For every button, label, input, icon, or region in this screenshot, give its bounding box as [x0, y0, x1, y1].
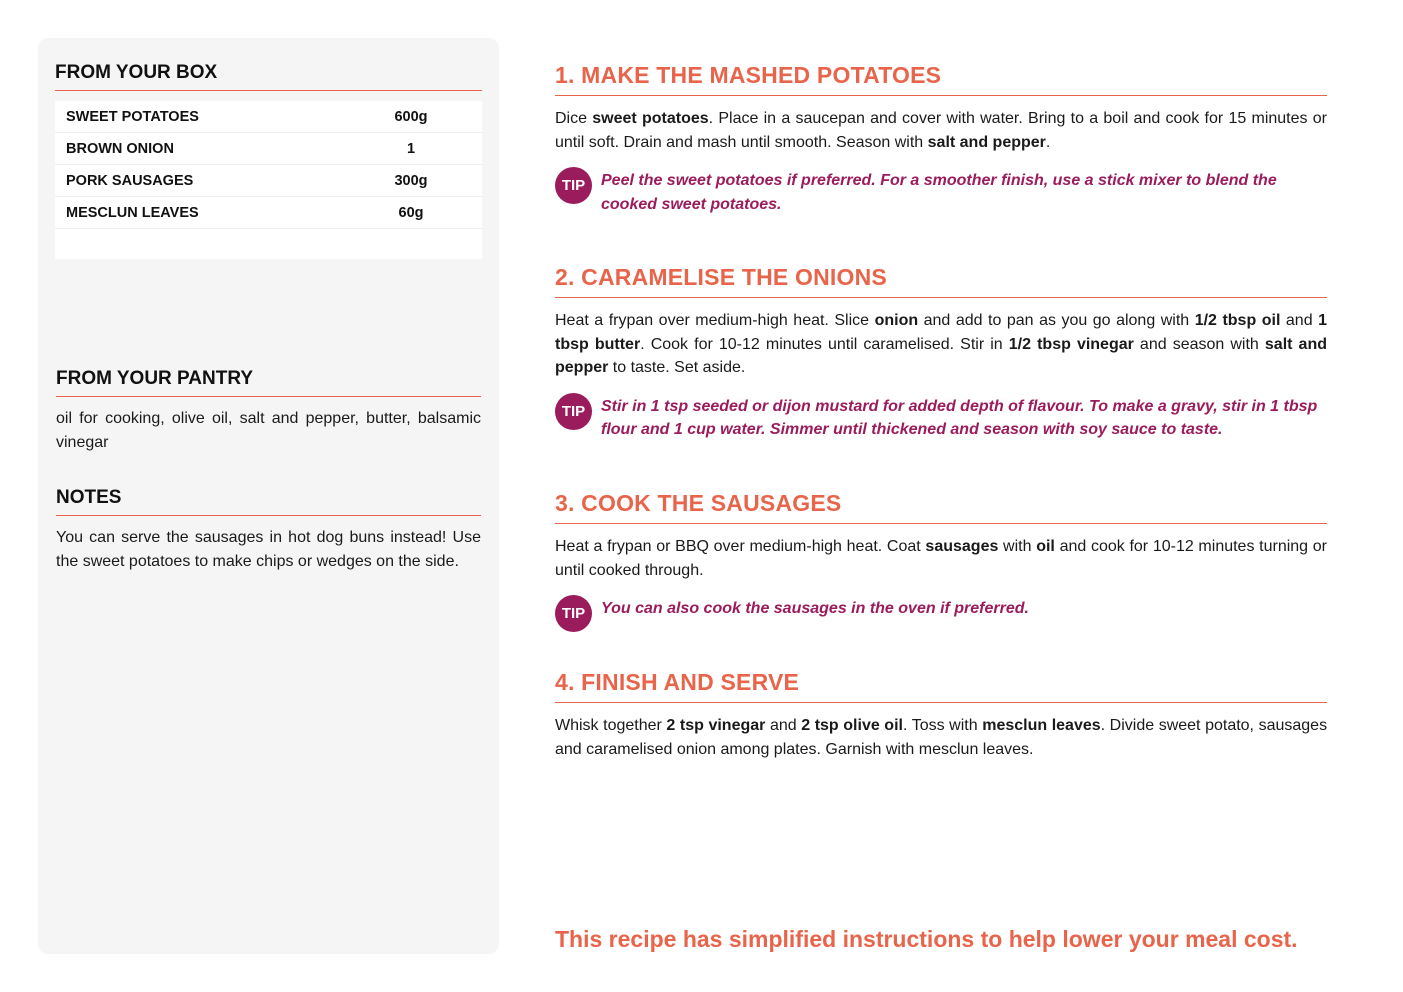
footer-note: This recipe has simplified instructions to help lower your meal cost. — [555, 926, 1298, 952]
ingredient-name: SWEET POTATOES — [66, 108, 199, 125]
notes-text: You can serve the sausages in hot dog buns instead! Use the sweet potatoes to make chips or wedges on the side. — [56, 529, 481, 570]
table-row — [55, 101, 482, 133]
step-text: Dice sweet potatoes. Place in a saucepan and cover with water. Bring to a boil and cook for 15 minutes or until soft. Drain and mash until smooth. Season with salt and pepper. — [555, 110, 1327, 151]
step-text: Whisk together 2 tsp vinegar and 2 tsp olive oil. Toss with mesclun leaves. Divide sweet potato, sausages and caramelised onion among plates. Garnish with mesclun leaves. — [555, 717, 1328, 758]
tip-text: Stir in 1 tsp seeded or dijon mustard for added depth of flavour. To make a gravy, stir in 1 tbsp flour and 1 cup water. Simmer until thickened and season with soy sauce to taste. — [601, 397, 1318, 438]
ingredient-qty: 300g — [394, 172, 428, 189]
ingredient-qty: 600g — [394, 108, 428, 125]
ingredients-table — [55, 101, 482, 259]
pantry-text: oil for cooking, olive oil, salt and pepper, butter, balsamic vinegar — [56, 410, 481, 451]
tip-badge: TIP — [555, 393, 592, 430]
ingredient-name: PORK SAUSAGES — [66, 172, 194, 189]
step-1 — [555, 62, 1327, 216]
step-3 — [555, 490, 1327, 632]
tip-text: You can also cook the sausages in the oven if preferred. — [601, 600, 1029, 617]
step-text: Heat a frypan over medium-high heat. Slice onion and add to pan as you go along with 1/2 tbsp oil and 1 tbsp butter. Cook for 10-12 minutes until caramelised. Stir in 1/2 tbsp vinegar and season with salt and pepper to taste. Set aside. — [555, 312, 1328, 376]
table-row — [55, 197, 482, 229]
step-text: Heat a frypan or BBQ over medium-high heat. Coat sausages with oil and cook for 10-12 minutes turning or until cooked through. — [555, 538, 1327, 579]
tip-text: Peel the sweet potatoes if preferred. For a smoother finish, use a stick mixer to blend the cooked sweet potatoes. — [601, 172, 1277, 213]
step-title: 1. MAKE THE MASHED POTATOES — [555, 62, 1327, 96]
step-title: 3. COOK THE SAUSAGES — [555, 490, 1327, 524]
tip — [555, 597, 1327, 632]
table-row — [55, 133, 482, 165]
notes-section — [56, 487, 481, 573]
step-2 — [555, 264, 1327, 442]
tip-badge: TIP — [555, 595, 592, 632]
from-your-pantry-heading: FROM YOUR PANTRY — [56, 368, 481, 397]
ingredient-qty: 1 — [406, 140, 416, 157]
notes-heading: NOTES — [56, 487, 481, 516]
step-title: 2. CARAMELISE THE ONIONS — [555, 264, 1327, 298]
step-4 — [555, 669, 1327, 761]
tip-badge: TIP — [555, 167, 592, 204]
ingredient-name: MESCLUN LEAVES — [66, 204, 199, 221]
tip — [555, 169, 1327, 216]
from-your-pantry-section — [56, 368, 481, 454]
from-your-box-section — [55, 62, 482, 259]
sidebar-panel — [38, 38, 499, 954]
table-row — [55, 165, 482, 197]
ingredient-qty: 60g — [398, 204, 424, 221]
from-your-box-heading: FROM YOUR BOX — [55, 62, 482, 91]
ingredient-name: BROWN ONION — [66, 140, 174, 157]
tip — [555, 395, 1327, 442]
step-title: 4. FINISH AND SERVE — [555, 669, 1327, 703]
